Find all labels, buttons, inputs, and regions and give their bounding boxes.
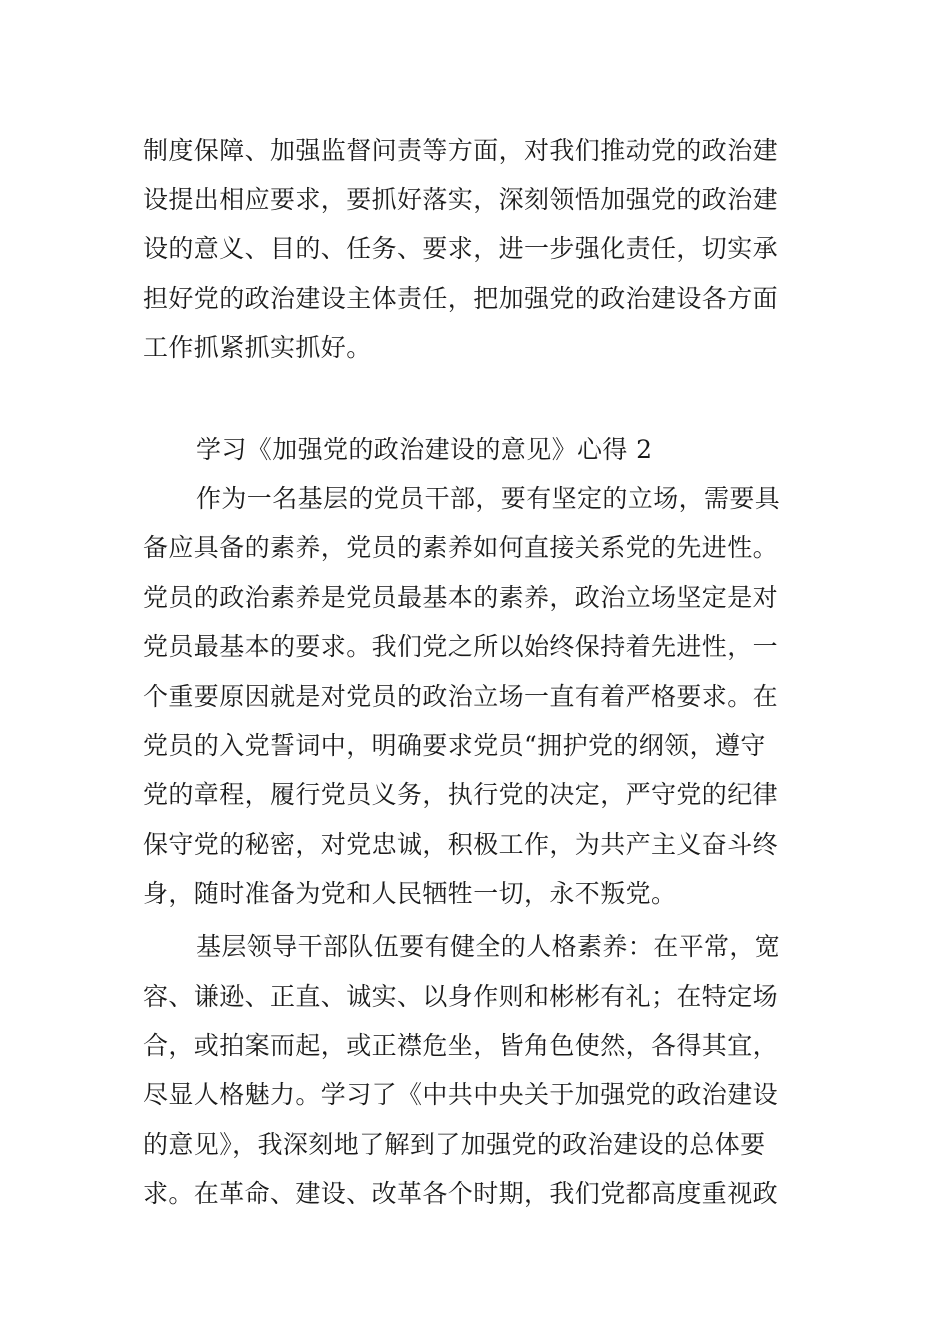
paragraph-1-line: 设的意义、目的、任务、要求，进一步强化责任，切实承: [143, 234, 779, 263]
paragraph-2-line: 身，随时准备为党和人民牺牲一切，永不叛党。: [143, 879, 677, 908]
paragraph-3-line: 的意见》，我深刻地了解到了加强党的政治建设的总体要: [143, 1130, 766, 1159]
paragraph-2-line: 党的章程，履行党员义务，执行党的决定，严守党的纪律: [143, 780, 779, 809]
paragraph-3-line: 求。在革命、建设、改革各个时期，我们党都高度重视政: [143, 1179, 779, 1208]
paragraph-3-line: 合，或拍案而起，或正襟危坐，皆角色使然，各得其宜，: [143, 1031, 779, 1060]
paragraph-2-line: 党员最基本的要求。我们党之所以始终保持着先进性，一: [143, 632, 779, 661]
paragraph-3-line: 尽显人格魅力。学习了《中共中央关于加强党的政治建设: [143, 1080, 779, 1109]
paragraph-2-line: 党员的政治素养是党员最基本的素养，政治立场坚定是对: [143, 583, 779, 612]
paragraph-1-line: 担好党的政治建设主体责任，把加强党的政治建设各方面: [143, 284, 779, 313]
paragraph-3-line: 容、谦逊、正直、诚实、以身作则和彬彬有礼；在特定场: [143, 982, 779, 1011]
paragraph-1-line: 制度保障、加强监督问责等方面，对我们推动党的政治建: [143, 136, 779, 165]
paragraph-2-line: 党员的入党誓词中，明确要求党员“拥护党的纲领，遵守: [143, 731, 766, 760]
paragraph-1-line: 工作抓紧抓实抓好。: [143, 333, 372, 362]
paragraph-1-line: 设提出相应要求，要抓好落实，深刻领悟加强党的政治建: [143, 185, 779, 214]
paragraph-2-line: 个重要原因就是对党员的政治立场一直有着严格要求。在: [143, 682, 779, 711]
section-heading: 学习《加强党的政治建设的意见》心得 2: [196, 435, 653, 464]
paragraph-2-line: 备应具备的素养，党员的素养如何直接关系党的先进性。: [143, 533, 779, 562]
paragraph-2-line: 作为一名基层的党员干部，要有坚定的立场，需要具: [196, 484, 781, 513]
paragraph-3-line: 基层领导干部队伍要有健全的人格素养：在平常，宽: [196, 932, 781, 961]
paragraph-2-line: 保守党的秘密，对党忠诚，积极工作，为共产主义奋斗终: [143, 830, 779, 859]
